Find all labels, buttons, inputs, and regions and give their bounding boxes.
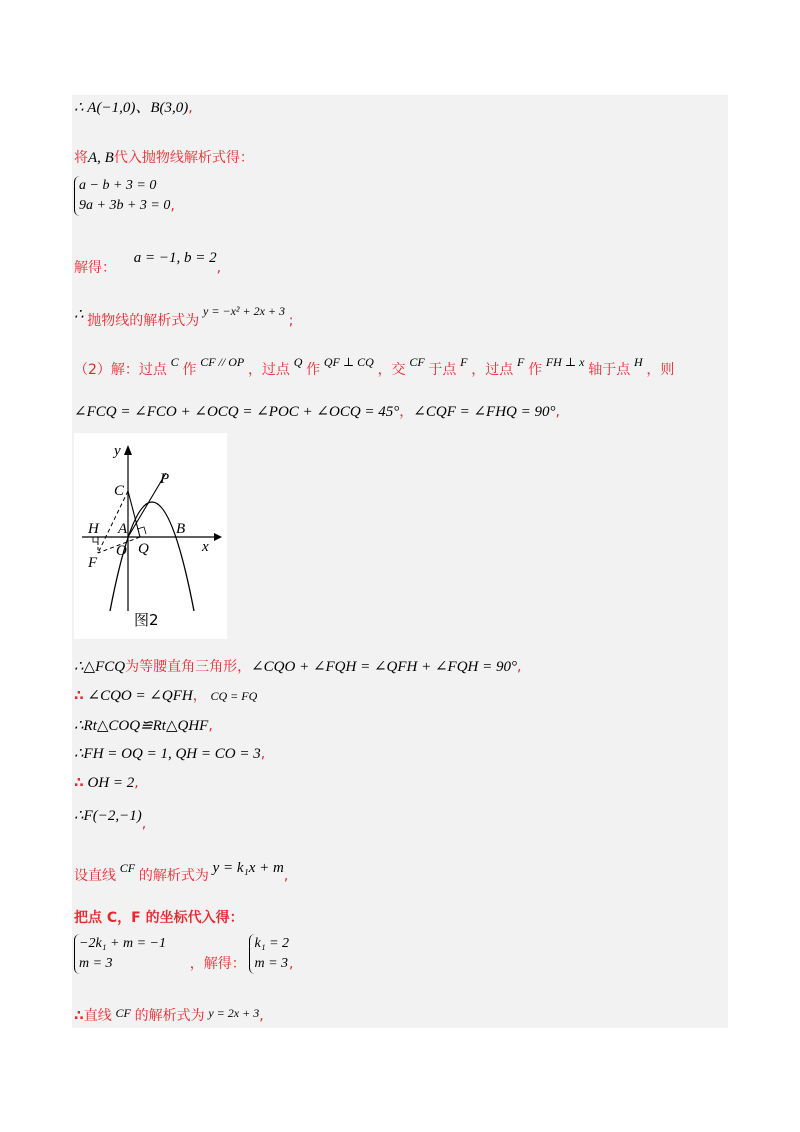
label-h: H [88, 521, 99, 537]
line-lengths [74, 744, 265, 764]
text: 的解析式为 [134, 1008, 205, 1024]
equation: m = 3 [254, 956, 289, 971]
line-oh [74, 773, 139, 793]
math-F: F [517, 355, 525, 369]
punct: , [555, 404, 560, 420]
punct: , [517, 659, 522, 675]
math-point-f: ∴F(−2,−1) [74, 808, 142, 824]
math-CF: CF [119, 861, 136, 875]
label-c: C [114, 483, 125, 499]
punct: , [260, 746, 266, 762]
text: 于点 [428, 362, 457, 378]
math-Q: Q [293, 355, 303, 369]
y-axis-arrow-icon [124, 445, 132, 455]
text: ，过点 [247, 362, 290, 378]
text: 设直线 [74, 868, 116, 884]
punct: ， [399, 404, 414, 420]
text: 的解析式为 [138, 868, 209, 884]
label-o: O [116, 543, 127, 559]
math-cq-fq: CQ = FQ [210, 689, 258, 703]
label-q: Q [138, 541, 149, 557]
punct: , [289, 956, 294, 972]
equation: m = 3 [79, 956, 113, 971]
punct: , [216, 260, 222, 276]
math-triangle: ∴△FCQ [74, 659, 126, 675]
label-b: B [176, 521, 186, 537]
text: ，过点 [471, 362, 514, 378]
math-H: H [633, 355, 643, 369]
right-angle-mark-h [93, 537, 98, 542]
math-ab: A, B [88, 150, 114, 166]
line-parabola-expression [74, 304, 294, 329]
text: 轴于点 [588, 362, 631, 378]
label-solve: 解得： [74, 260, 116, 276]
equation: 9a + 3b + 3 = 0 [79, 198, 171, 213]
line-set-cf [74, 858, 289, 884]
text: 直线 [83, 1008, 112, 1024]
text: 作 [182, 362, 197, 378]
text: 代入抛物线解析式得： [113, 150, 254, 166]
math-line-cf: y = 2x + 3 [208, 1006, 260, 1020]
text: 作 [528, 362, 543, 378]
punct: , [283, 868, 289, 884]
text: 抛物线的解析式为 [87, 313, 200, 329]
punct: ; [288, 313, 294, 329]
math-oh: OH = 2 [87, 775, 135, 791]
math-line-cf-general: y = k₁x + m [212, 860, 284, 876]
math-parabola: y = −x² + 2x + 3 [203, 304, 286, 318]
math-C: C [170, 355, 179, 369]
math-CF: CF [115, 1006, 131, 1020]
line-cf-result [74, 1006, 264, 1026]
label-a: A [118, 521, 128, 537]
text: ，则 [646, 362, 675, 378]
line-points-ab [74, 98, 193, 118]
punct: , [259, 1008, 264, 1024]
math-points-ab: A(−1,0)、B(3,0) [87, 100, 189, 116]
label-y: y [114, 443, 121, 459]
x-axis-arrow-icon [214, 533, 222, 541]
math-CF: CF [409, 355, 425, 369]
math-angle-cqo: ∠CQO = ∠QFH [87, 688, 193, 704]
figure-svg [74, 433, 227, 639]
punct: ， [192, 688, 207, 704]
math-qf-perp-cq: QF ⊥ CQ [323, 355, 374, 369]
punct: , [188, 100, 193, 116]
text: 将 [74, 150, 88, 166]
text: ，解得： [189, 956, 246, 972]
equation: k₁ = 2 [254, 936, 290, 951]
therefore-symbol: ∴ [74, 688, 84, 704]
text: （2）解：过点 [74, 362, 167, 378]
punct: , [141, 816, 147, 832]
punct: , [134, 775, 139, 791]
math-angle-cqf: ∠CQF = ∠FHQ = 90° [413, 404, 556, 420]
line-congruent [74, 716, 213, 736]
equation-system-1 [74, 176, 175, 216]
therefore-symbol: ∴ [74, 307, 84, 323]
math-cf-parallel-op: CF // OP [200, 355, 245, 369]
math-F: F [460, 355, 468, 369]
equation: a − b + 3 = 0 [79, 178, 157, 193]
system-brace [74, 176, 170, 216]
line-substitute-cf [74, 908, 244, 928]
system-brace-2 [74, 934, 166, 974]
punct: , [170, 198, 175, 214]
punct: , [208, 718, 213, 734]
text: 作 [306, 362, 321, 378]
math-fh-perp-x: FH ⊥ x [545, 355, 585, 369]
therefore-symbol: ∴ [74, 1008, 84, 1024]
equation-systems-cf [74, 934, 293, 974]
line-solution-ab [74, 248, 222, 276]
math-congruence: ∴Rt△COQ≌Rt△QHF [74, 718, 209, 734]
line-equal-angles [74, 686, 257, 706]
equation: −2k₁ + m = −1 [79, 936, 166, 951]
figure-caption: 图2 [134, 611, 159, 629]
text: 为等腰直角三角形， [125, 659, 252, 675]
line-angles [74, 402, 560, 422]
line-construction [74, 355, 675, 380]
label-x: x [202, 539, 209, 555]
label-f: F [88, 555, 98, 571]
label-p: P [160, 471, 170, 487]
text: ，交 [377, 362, 406, 378]
math-angle-sum: ∠CQO + ∠FQH = ∠QFH + ∠FQH = 90° [251, 659, 518, 675]
text: 把点 C，F 的坐标代入得： [74, 910, 244, 926]
line-point-f [74, 806, 147, 832]
line-substitute [74, 148, 254, 168]
therefore-symbol: ∴ [74, 775, 84, 791]
therefore-symbol: ∴ [74, 100, 84, 116]
math-lengths: ∴FH = OQ = 1, QH = CO = 3 [74, 746, 261, 762]
system-brace-3 [249, 934, 289, 974]
math-angle-fcq: ∠FCQ = ∠FCO + ∠OCQ = ∠POC + ∠OCQ = 45° [74, 404, 400, 420]
math-solution: a = −1, b = 2 [133, 250, 217, 266]
line-isosceles [74, 657, 521, 677]
figure-2 [74, 433, 227, 639]
